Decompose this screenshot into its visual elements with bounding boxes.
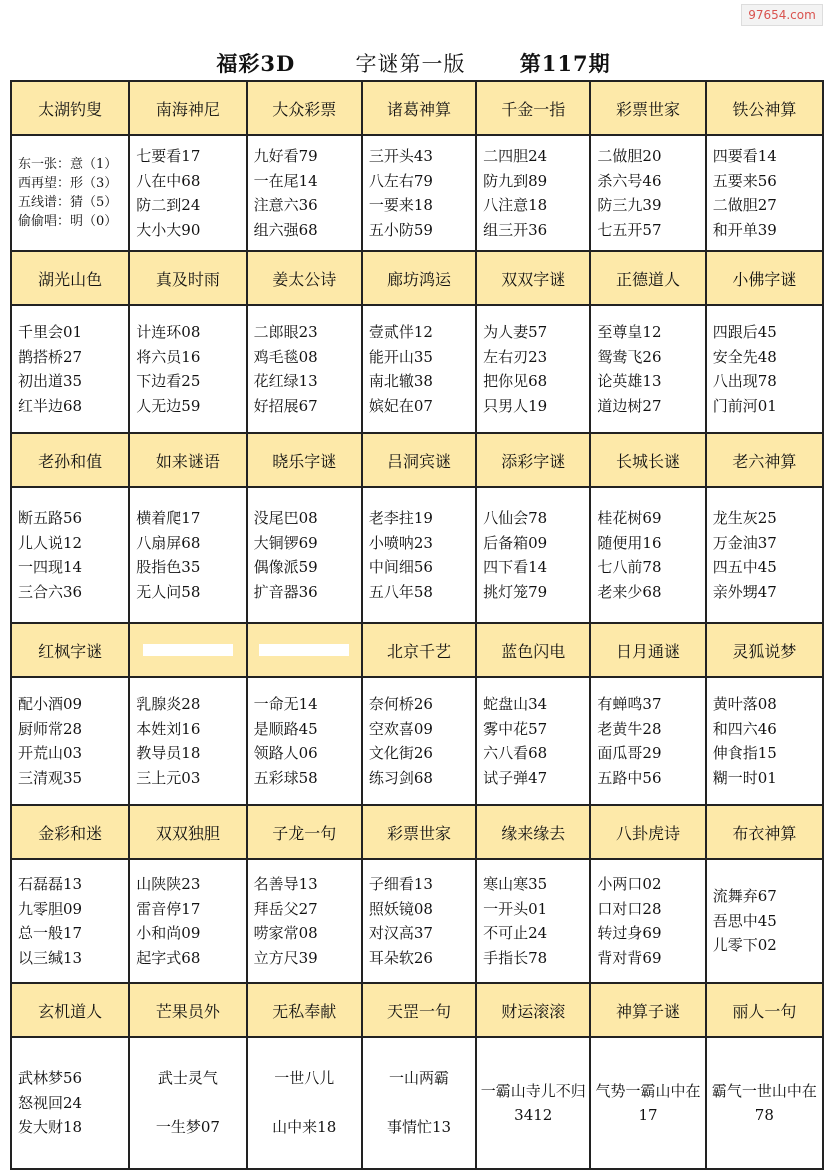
- riddle-cell: [476, 135, 590, 251]
- riddle-line: 八扇屏68: [136, 533, 201, 552]
- column-header: 丽人一句: [706, 983, 823, 1037]
- riddle-line: 五要来56: [712, 171, 777, 190]
- riddle-cell: [590, 135, 705, 251]
- riddle-line: 本姓刘16: [136, 719, 201, 738]
- riddle-line: 一在尾14: [253, 171, 318, 190]
- riddle-cell: [129, 487, 246, 623]
- column-header: 老六神算: [706, 433, 823, 487]
- riddle-line: 二四胆24: [483, 147, 548, 165]
- riddle-line: 一要来18: [368, 196, 433, 214]
- riddle-line: 不可止24: [483, 924, 548, 942]
- riddle-line: 鹊搭桥27: [18, 347, 83, 366]
- riddle-line: 领路人06: [253, 744, 318, 762]
- site-watermark: 97654.com: [741, 4, 823, 26]
- riddle-cell: [11, 1037, 129, 1169]
- title-lottery-name: 福彩3D: [216, 51, 296, 76]
- riddle-line: 一世八儿: [274, 1069, 335, 1088]
- riddle-cell: [129, 859, 246, 983]
- riddle-line: 儿零下02: [712, 936, 777, 955]
- riddle-line: 为人妻57: [483, 323, 548, 341]
- riddle-line: 七八前78: [597, 558, 662, 576]
- riddle-line: 大小大90: [136, 220, 201, 239]
- riddle-line: [130, 1091, 245, 1116]
- riddle-line: 四要看14: [712, 147, 777, 165]
- column-header: 添彩字谜: [476, 433, 590, 487]
- riddle-line: 偶像派59: [253, 558, 318, 576]
- column-header: 如来谜语: [129, 433, 246, 487]
- column-header: 千金一指: [476, 81, 590, 135]
- riddle-line: 九好看79: [253, 147, 318, 165]
- column-header: 彩票世家: [590, 81, 705, 135]
- riddle-line: 一命无14: [253, 695, 318, 713]
- riddle-line: 子细看13: [368, 875, 433, 893]
- riddle-line: 一霸山寺儿不归3412: [480, 1082, 586, 1124]
- riddle-line: 防二到24: [136, 196, 201, 214]
- riddle-line: 三合六36: [18, 582, 83, 601]
- riddle-line: 南北辙38: [368, 372, 433, 390]
- riddle-line: 杀六号46: [597, 171, 662, 190]
- riddle-line: 四下看14: [483, 558, 548, 576]
- riddle-cell: [706, 487, 823, 623]
- riddle-line: 总一般17: [18, 924, 83, 942]
- header-row: [11, 623, 823, 677]
- header-row: [11, 433, 823, 487]
- riddle-line: 八仙会78: [483, 509, 548, 527]
- riddle-table: [10, 80, 824, 1170]
- riddle-line: 将六员16: [136, 347, 201, 366]
- riddle-line: 计连环08: [136, 323, 201, 341]
- riddle-line: 中间细56: [368, 558, 433, 576]
- riddle-line: 气势一霸山中在17: [595, 1082, 701, 1124]
- riddle-line: 人无边59: [136, 396, 201, 415]
- content-row: [11, 859, 823, 983]
- riddle-line: 好招展67: [253, 396, 318, 415]
- riddle-line: 厨师常28: [18, 719, 83, 738]
- column-header: 廊坊鸿运: [362, 251, 476, 305]
- riddle-line: 二郎眼23: [253, 323, 318, 341]
- obscured-header: [259, 644, 349, 656]
- riddle-cell: [247, 487, 362, 623]
- riddle-cell: [590, 1037, 705, 1169]
- column-header: 真及时雨: [129, 251, 246, 305]
- riddle-line: 只男人19: [483, 396, 548, 415]
- column-header: 小佛字谜: [706, 251, 823, 305]
- riddle-line: 九零胆09: [18, 899, 83, 918]
- riddle-cell: [129, 1037, 246, 1169]
- riddle-line: 石磊磊13: [18, 875, 83, 893]
- riddle-cell: [476, 305, 590, 433]
- riddle-line: 蛇盘山34: [483, 695, 548, 713]
- column-header: 大众彩票: [247, 81, 362, 135]
- obscured-header: [143, 644, 233, 656]
- riddle-cell: [247, 1037, 362, 1169]
- riddle-line: 没尾巴08: [253, 509, 318, 527]
- content-row: [11, 1037, 823, 1169]
- riddle-line: 背对背69: [597, 948, 662, 967]
- riddle-cell: [476, 487, 590, 623]
- riddle-line: 一四现14: [18, 558, 83, 576]
- riddle-line: 黄叶落08: [712, 695, 777, 713]
- riddle-line: 儿人说12: [18, 533, 83, 552]
- column-header: 铁公神算: [706, 81, 823, 135]
- page-title: [0, 48, 827, 78]
- riddle-line: 股指色35: [136, 558, 201, 576]
- riddle-line: 门前河01: [712, 396, 777, 415]
- riddle-line: 一生梦07: [155, 1118, 220, 1137]
- column-header: 湖光山色: [11, 251, 129, 305]
- riddle-line: 四五中45: [712, 558, 777, 576]
- riddle-line: 小喷呐23: [368, 533, 433, 552]
- riddle-cell: [362, 1037, 476, 1169]
- riddle-line: 和四六46: [712, 719, 777, 738]
- riddle-line: 三上元03: [136, 768, 201, 787]
- column-header: [129, 623, 246, 677]
- riddle-line: 糊一时01: [712, 768, 777, 787]
- header-row: [11, 805, 823, 859]
- title-edition: 字谜第一版: [355, 52, 466, 76]
- riddle-line: 把你见68: [483, 372, 548, 390]
- riddle-line: 五路中56: [597, 768, 662, 787]
- riddle-line: 转过身69: [597, 924, 662, 942]
- riddle-line: 教导员18: [136, 744, 201, 762]
- column-header: 红枫字谜: [11, 623, 129, 677]
- riddle-line: 拜岳父27: [253, 899, 318, 918]
- riddle-line: 手指长78: [483, 948, 548, 967]
- column-header: 财运滚滚: [476, 983, 590, 1037]
- riddle-line: 起字式68: [136, 948, 201, 967]
- riddle-line: 嫔妃在07: [368, 396, 433, 415]
- column-header: 八卦虎诗: [590, 805, 705, 859]
- column-header: 老孙和值: [11, 433, 129, 487]
- riddle-line: 亲外甥47: [712, 582, 777, 601]
- column-header: 灵狐说梦: [706, 623, 823, 677]
- riddle-cell: [476, 859, 590, 983]
- riddle-line: 论英雄13: [597, 372, 662, 390]
- riddle-line: 伸食指15: [712, 744, 777, 762]
- riddle-line: 照妖镜08: [368, 899, 433, 918]
- riddle-line: 有蝉鸣37: [597, 695, 662, 713]
- riddle-line: 防九到89: [483, 171, 548, 190]
- riddle-line: 发大财18: [18, 1118, 83, 1137]
- riddle-cell: [362, 859, 476, 983]
- column-header: 诸葛神算: [362, 81, 476, 135]
- riddle-line: 初出道35: [18, 372, 83, 390]
- riddle-line: 五线谱：猜（5）: [18, 195, 118, 210]
- riddle-line: 扩音器36: [253, 582, 318, 601]
- header-row: [11, 983, 823, 1037]
- riddle-line: 武士灵气: [157, 1069, 218, 1088]
- riddle-cell: [129, 305, 246, 433]
- riddle-line: 桂花树69: [597, 509, 662, 527]
- header-row: [11, 81, 823, 135]
- riddle-line: 和开单39: [712, 220, 777, 239]
- column-header: 无私奉献: [247, 983, 362, 1037]
- content-row: [11, 135, 823, 251]
- riddle-line: 八注意18: [483, 196, 548, 214]
- riddle-line: 口对口28: [597, 899, 662, 918]
- riddle-line: 壹贰伴12: [368, 323, 433, 341]
- riddle-line: 配小酒09: [18, 695, 83, 713]
- riddle-cell: [129, 677, 246, 805]
- riddle-cell: [706, 1037, 823, 1169]
- column-header: 日月通谜: [590, 623, 705, 677]
- column-header: 双双字谜: [476, 251, 590, 305]
- riddle-cell: [362, 135, 476, 251]
- column-header: 玄机道人: [11, 983, 129, 1037]
- riddle-line: 一开头01: [483, 899, 548, 918]
- content-row: [11, 305, 823, 433]
- riddle-line: [363, 1091, 475, 1116]
- riddle-line: 面瓜哥29: [597, 744, 662, 762]
- riddle-cell: [590, 859, 705, 983]
- riddle-cell: [706, 305, 823, 433]
- riddle-line: 六八看68: [483, 744, 548, 762]
- riddle-line: 八在中68: [136, 171, 201, 190]
- riddle-line: 万金油37: [712, 533, 777, 552]
- riddle-cell: [129, 135, 246, 251]
- riddle-line: 老李拄19: [368, 509, 433, 527]
- riddle-cell: [11, 677, 129, 805]
- column-header: 姜太公诗: [247, 251, 362, 305]
- riddle-line: 七要看17: [136, 147, 201, 165]
- riddle-cell: [247, 677, 362, 805]
- riddle-line: 文化街26: [368, 744, 433, 762]
- riddle-cell: [362, 305, 476, 433]
- riddle-line: 小和尚09: [136, 924, 201, 942]
- riddle-line: 空欢喜09: [368, 719, 433, 738]
- riddle-line: 五小防59: [368, 220, 433, 239]
- riddle-line: 能开山35: [368, 347, 433, 366]
- riddle-line: 老来少68: [597, 582, 662, 601]
- riddle-cell: [476, 1037, 590, 1169]
- riddle-line: 开荒山03: [18, 744, 83, 762]
- riddle-line: 山中来18: [272, 1118, 337, 1137]
- riddle-cell: [247, 135, 362, 251]
- column-header: 芒果员外: [129, 983, 246, 1037]
- riddle-line: 注意六36: [253, 196, 318, 214]
- riddle-line: 立方尺39: [253, 948, 318, 967]
- riddle-line: 以三缄13: [18, 948, 83, 967]
- riddle-cell: [706, 135, 823, 251]
- riddle-line: 五彩球58: [253, 768, 318, 787]
- riddle-line: 奈何桥26: [368, 695, 433, 713]
- riddle-line: 断五路56: [18, 509, 83, 527]
- riddle-line: 小两口02: [597, 875, 662, 893]
- column-header: 晓乐字谜: [247, 433, 362, 487]
- riddle-line: 挑灯笼79: [483, 582, 548, 601]
- column-header: 吕洞宾谜: [362, 433, 476, 487]
- riddle-line: 练习剑68: [368, 768, 433, 787]
- riddle-line: 二做胆20: [597, 147, 662, 165]
- riddle-line: 左右刃23: [483, 347, 548, 366]
- riddle-line: 武林梦56: [18, 1069, 83, 1088]
- riddle-line: 后备箱09: [483, 533, 548, 552]
- riddle-line: 老黄牛28: [597, 719, 662, 738]
- riddle-line: 五八年58: [368, 582, 433, 601]
- riddle-line: 三开头43: [368, 147, 433, 165]
- riddle-cell: [706, 859, 823, 983]
- column-header: [247, 623, 362, 677]
- riddle-line: 安全先48: [712, 347, 777, 366]
- riddle-line: 一山两霸: [388, 1069, 449, 1088]
- riddle-cell: [11, 135, 129, 251]
- riddle-line: 下边看25: [136, 372, 201, 390]
- riddle-line: 红半边68: [18, 396, 83, 415]
- riddle-line: 无人问58: [136, 582, 201, 601]
- column-header: 太湖钓叟: [11, 81, 129, 135]
- riddle-line: 大铜锣69: [253, 533, 318, 552]
- riddle-line: 流舞弃67: [712, 887, 777, 906]
- riddle-line: 耳朵软26: [368, 948, 433, 967]
- riddle-line: 事情忙13: [386, 1118, 452, 1137]
- riddle-line: 道边树27: [597, 396, 662, 415]
- riddle-cell: [11, 305, 129, 433]
- riddle-line: 寒山寒35: [483, 875, 548, 893]
- riddle-line: 鸳鸯飞26: [597, 347, 662, 366]
- riddle-cell: [590, 305, 705, 433]
- column-header: 正德道人: [590, 251, 705, 305]
- riddle-line: 乳腺炎28: [136, 695, 201, 713]
- riddle-line: [248, 1091, 361, 1116]
- riddle-line: 鸡毛毯08: [253, 347, 318, 366]
- column-header: 布衣神算: [706, 805, 823, 859]
- content-row: [11, 677, 823, 805]
- riddle-cell: [247, 305, 362, 433]
- riddle-cell: [706, 677, 823, 805]
- riddle-line: 千里会01: [18, 323, 83, 341]
- column-header: 双双独胆: [129, 805, 246, 859]
- title-issue: 第117期: [519, 51, 611, 76]
- riddle-line: 组三开36: [483, 220, 548, 239]
- riddle-line: 七五开57: [597, 220, 662, 239]
- riddle-line: 组六强68: [253, 220, 318, 239]
- riddle-line: 横着爬17: [136, 509, 201, 527]
- riddle-line: 雷音停17: [136, 899, 201, 918]
- column-header: 金彩和迷: [11, 805, 129, 859]
- column-header: 彩票世家: [362, 805, 476, 859]
- riddle-line: 四跟后45: [712, 323, 777, 341]
- riddle-line: 花红绿13: [253, 372, 318, 390]
- riddle-line: 龙生灰25: [712, 509, 777, 527]
- column-header: 神算子谜: [590, 983, 705, 1037]
- header-row: [11, 251, 823, 305]
- column-header: 缘来缘去: [476, 805, 590, 859]
- riddle-line: 八左右79: [368, 171, 433, 190]
- riddle-line: 雾中花57: [483, 719, 548, 738]
- riddle-line: 八出现78: [712, 372, 777, 390]
- riddle-cell: [11, 859, 129, 983]
- riddle-cell: [476, 677, 590, 805]
- riddle-line: 至尊皇12: [597, 323, 662, 341]
- riddle-cell: [590, 677, 705, 805]
- column-header: 长城长谜: [590, 433, 705, 487]
- riddle-line: 对汉高37: [368, 924, 433, 942]
- riddle-line: 霸气一世山中在78: [711, 1082, 817, 1124]
- content-row: [11, 487, 823, 623]
- column-header: 天罡一句: [362, 983, 476, 1037]
- column-header: 南海神尼: [129, 81, 246, 135]
- riddle-line: 怒视回24: [18, 1093, 83, 1112]
- riddle-line: 是顺路45: [253, 719, 318, 738]
- riddle-cell: [362, 677, 476, 805]
- column-header: 蓝色闪电: [476, 623, 590, 677]
- riddle-line: 试子弹47: [483, 768, 548, 787]
- riddle-cell: [362, 487, 476, 623]
- riddle-cell: [11, 487, 129, 623]
- riddle-line: 二做胆27: [712, 196, 777, 214]
- riddle-line: 名善导13: [253, 875, 318, 893]
- riddle-line: 三清观35: [18, 768, 83, 787]
- riddle-line: 防三九39: [597, 196, 662, 214]
- riddle-line: 随便用16: [597, 533, 662, 552]
- riddle-cell: [247, 859, 362, 983]
- riddle-line: 东一张：意（1）: [18, 157, 118, 172]
- riddle-line: 西再望：形（3）: [18, 176, 118, 191]
- riddle-cell: [590, 487, 705, 623]
- riddle-line: 唠家常08: [253, 924, 318, 942]
- riddle-line: 吾思中45: [712, 911, 777, 930]
- column-header: 子龙一句: [247, 805, 362, 859]
- riddle-line: 偷偷唱：明（0）: [18, 214, 118, 229]
- column-header: 北京千艺: [362, 623, 476, 677]
- riddle-line: 山陕陕23: [136, 875, 201, 893]
